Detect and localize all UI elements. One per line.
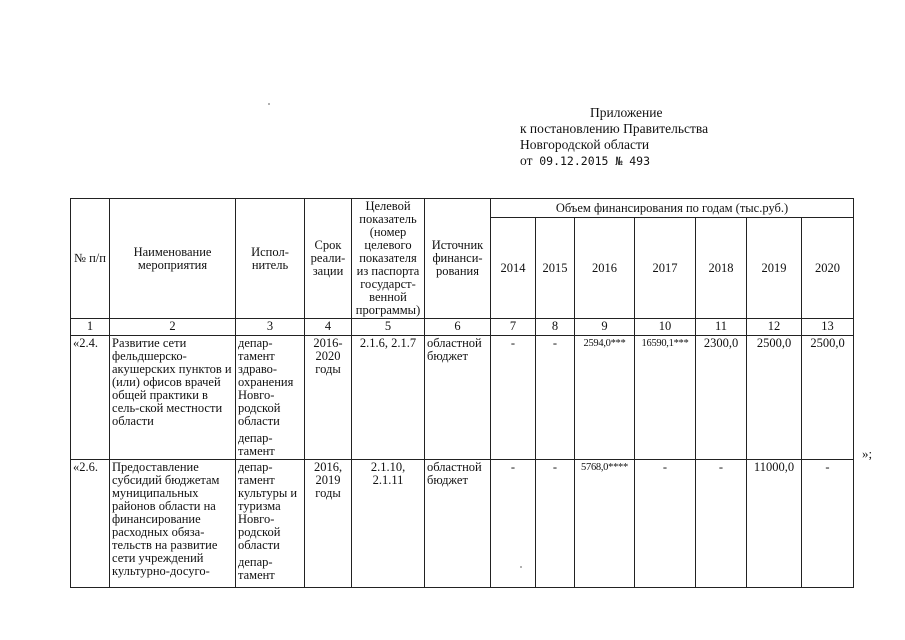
- col-number: 7: [491, 319, 536, 336]
- row-executor-extra: депар-тамент: [238, 431, 275, 458]
- header-executor: Испол-нитель: [236, 199, 305, 319]
- row-name: Развитие сети фельдшерско-акушерских пунктов и (или) офисов врачей общей практики в сель-ской местности области: [110, 336, 236, 460]
- date-value: 09.12.2015 № 493: [539, 154, 651, 168]
- row-target: 2.1.6, 2.1.7: [352, 336, 425, 460]
- col-number: 6: [425, 319, 491, 336]
- row-value-2014: -: [491, 460, 536, 588]
- date-prefix: от: [520, 153, 533, 168]
- row-term: 2016, 2019 годы: [305, 460, 352, 588]
- header-year-2014: 2014: [491, 218, 536, 319]
- row-value-2015: -: [536, 460, 575, 588]
- row-value-2019: 11000,0: [747, 460, 802, 588]
- row-value-2020: -: [802, 460, 854, 588]
- row-number: «2.4.: [71, 336, 110, 460]
- col-number: 4: [305, 319, 352, 336]
- header-year-2017: 2017: [635, 218, 696, 319]
- scan-speck: [520, 566, 522, 568]
- row-value-2016: 5768,0****: [575, 460, 635, 588]
- row-executor: [236, 336, 305, 460]
- header-name: Наименование мероприятия: [110, 199, 236, 319]
- closing-quote-mark: »;: [862, 446, 873, 461]
- row-value-2018: -: [696, 460, 747, 588]
- header-year-2016: 2016: [575, 218, 635, 319]
- row-name: Предоставление субсидий бюджетам муниципальных районов области на финансирование расходных обяза-тельств на развитие сети учреждений культурно-досуго-: [110, 460, 236, 588]
- row-value-2017: 16590,1***: [635, 336, 696, 460]
- row-value-2016: 2594,0***: [575, 336, 635, 460]
- row-source: областной бюджет: [425, 460, 491, 588]
- row-value-2019: 2500,0: [747, 336, 802, 460]
- table-row: [71, 336, 854, 460]
- appendix-date: [520, 153, 708, 169]
- col-number: 3: [236, 319, 305, 336]
- row-target: 2.1.10, 2.1.11: [352, 460, 425, 588]
- header-target: Целевой показатель (номер целевого показателя из паспорта государст-венной программы): [352, 199, 425, 319]
- col-number: 11: [696, 319, 747, 336]
- table-row: [71, 460, 854, 588]
- financing-table: [70, 198, 854, 588]
- header-year-2019: 2019: [747, 218, 802, 319]
- row-executor-extra: депар-тамент: [238, 555, 275, 582]
- row-executor: [236, 460, 305, 588]
- row-executor-main: депар-тамент культуры и туризма Новго-родской области: [238, 460, 298, 552]
- column-number-row: [71, 319, 854, 336]
- row-number: «2.6.: [71, 460, 110, 588]
- appendix-block: [520, 105, 708, 169]
- col-number: 13: [802, 319, 854, 336]
- row-source: областной бюджет: [425, 336, 491, 460]
- appendix-title: Приложение: [590, 105, 663, 120]
- appendix-line-3: Новгородской области: [520, 137, 650, 152]
- row-term: 2016-2020 годы: [305, 336, 352, 460]
- header-year-2015: 2015: [536, 218, 575, 319]
- col-number: 10: [635, 319, 696, 336]
- col-number: 5: [352, 319, 425, 336]
- row-value-2020: 2500,0: [802, 336, 854, 460]
- row-executor-main: депар-тамент здраво-охранения Новго-родской области: [238, 336, 294, 428]
- row-value-2015: -: [536, 336, 575, 460]
- header-term: Срок реали-зации: [305, 199, 352, 319]
- row-value-2017: -: [635, 460, 696, 588]
- appendix-line-2: к постановлению Правительства: [520, 121, 709, 136]
- header-funding-group: Объем финансирования по годам (тыс.руб.): [491, 199, 854, 218]
- row-value-2018: 2300,0: [696, 336, 747, 460]
- col-number: 1: [71, 319, 110, 336]
- header-num: № п/п: [71, 199, 110, 319]
- header-source: Источник финанси-рования: [425, 199, 491, 319]
- row-value-2014: -: [491, 336, 536, 460]
- col-number: 2: [110, 319, 236, 336]
- col-number: 9: [575, 319, 635, 336]
- header-year-2018: 2018: [696, 218, 747, 319]
- col-number: 12: [747, 319, 802, 336]
- col-number: 8: [536, 319, 575, 336]
- header-year-2020: 2020: [802, 218, 854, 319]
- scan-speck: [268, 103, 270, 105]
